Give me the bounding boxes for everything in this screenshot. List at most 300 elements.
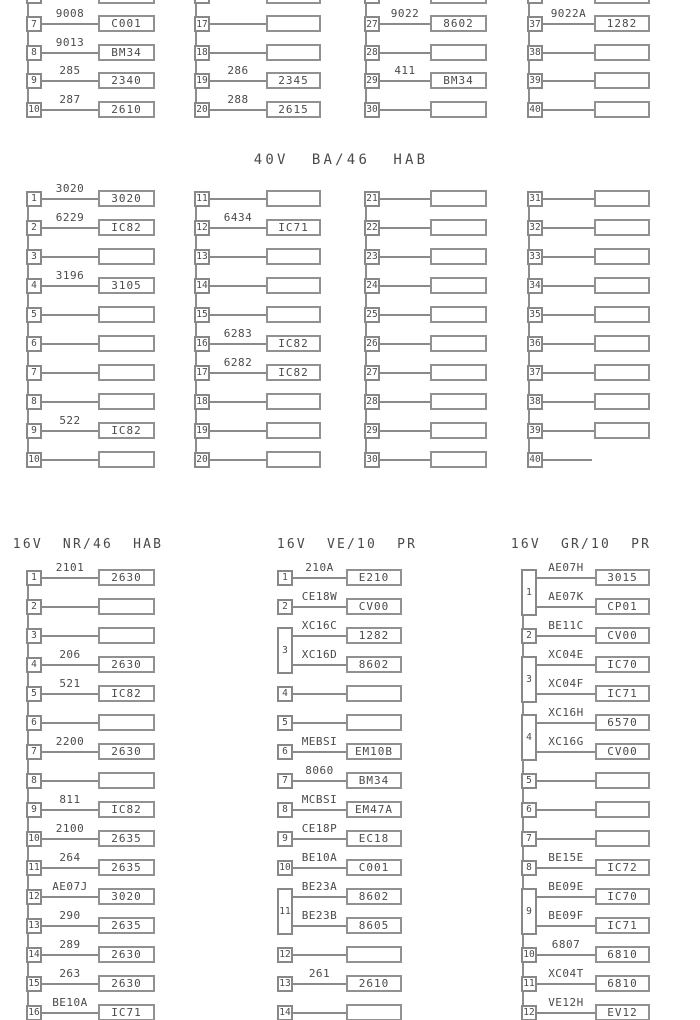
wire [380,109,430,111]
wire-label: XC04F [548,677,584,690]
pin-square: 1 [26,191,42,207]
terminal-box: 2610 [346,975,402,992]
terminal-box: 2630 [98,946,155,963]
wire [380,80,430,82]
wire [42,198,98,200]
wire [293,780,346,782]
terminal-box: IC82 [266,364,321,381]
wire [543,80,594,82]
wire [210,227,266,229]
wire [42,109,98,111]
pin-square: 12 [26,889,42,905]
pin-square: 11 [26,860,42,876]
wire-label: 290 [59,909,81,922]
terminal-box [98,335,155,352]
pin-square: 4 [26,657,42,673]
terminal-box [595,830,650,847]
terminal-box [430,393,487,410]
terminal-box: IC70 [595,656,650,673]
wire [210,52,266,54]
wire [537,635,595,637]
wire [380,52,430,54]
pin-square: 1 [277,570,293,586]
wire [537,983,595,985]
wire [537,925,595,927]
wire [42,983,98,985]
pin-square: 14 [26,947,42,963]
terminal-box [430,219,487,236]
wire [42,314,98,316]
wire-label: 9013 [55,35,85,49]
terminal-box [98,714,155,731]
pin-square: 7 [26,744,42,760]
wire [380,343,430,345]
pin-square: 30 [364,452,380,468]
pin-square: 19 [194,73,210,89]
pin-square: 13 [277,976,293,992]
pin-square: 8 [26,394,42,410]
pin-square: 23 [364,249,380,265]
wire [210,314,266,316]
terminal-box [430,364,487,381]
terminal-box [595,772,650,789]
wire-label: BE15E [548,851,584,864]
terminal-box [266,306,321,323]
terminal-box: C001 [98,15,155,32]
terminal-box [430,44,487,61]
terminal-box [266,248,321,265]
terminal-box: 3020 [98,888,155,905]
wire [293,896,346,898]
pin-square: 39 [527,423,543,439]
terminal-box: CV00 [595,743,650,760]
pin-square: 9 [26,423,42,439]
pin-square: 8 [26,773,42,789]
wire [210,430,266,432]
terminal-box [346,946,402,963]
terminal-box: BM34 [346,772,402,789]
wire-label: 6434 [223,211,253,224]
pin-square: 9 [26,73,42,89]
wire [42,459,98,461]
terminal-box [430,101,487,118]
terminal-box: CV00 [346,598,402,615]
wire [543,372,594,374]
wire [380,198,430,200]
pin-square: 28 [364,394,380,410]
terminal-box [430,335,487,352]
wire-label: XC16G [548,735,584,748]
wire [210,285,266,287]
pin-square: 26 [364,336,380,352]
terminal-box [594,101,650,118]
terminal-box: IC70 [595,888,650,905]
wire-label: 285 [59,64,81,78]
wire [293,577,346,579]
pin-square: 5 [277,715,293,731]
terminal-box [594,72,650,89]
pin-square: 7 [26,16,42,32]
terminal-box: IC82 [266,335,321,352]
wire [543,285,594,287]
terminal-box [98,627,155,644]
wire-label: BE10A [301,851,338,864]
terminal-box [430,248,487,265]
terminal-box: 2630 [98,975,155,992]
wire-label: 9022 [390,7,420,21]
terminal-box: 2635 [98,859,155,876]
wire [42,285,98,287]
terminal-box: IC82 [98,801,155,818]
pin-square: 13 [26,918,42,934]
terminal-box: 2610 [98,101,155,118]
wire [42,52,98,54]
wire [543,459,592,461]
pin-square: 12 [277,947,293,963]
pin-square: 27 [364,16,380,32]
terminal-box [266,0,321,4]
wire-label: 9008 [55,7,85,21]
pin-square: 6 [277,744,293,760]
terminal-box: 8605 [346,917,402,934]
terminal-box: IC82 [98,685,155,702]
terminal-box: 2615 [266,101,321,118]
wire [537,867,595,869]
wire [210,80,266,82]
terminal-box [594,306,650,323]
wire-label: 261 [308,967,331,980]
section-title-40v-ba46-hab: 40V BA/46 HAB [253,152,429,168]
pin-square: 16 [194,336,210,352]
wire [543,198,594,200]
wire [293,606,346,608]
pin-square: 33 [527,249,543,265]
wire-label: CE18W [301,590,338,603]
wire [42,372,98,374]
wire-label: 210A [305,561,334,574]
terminal-box [594,335,650,352]
pin-square: 39 [527,73,543,89]
wire [543,343,594,345]
pin-square: 35 [527,307,543,323]
terminal-box: 2340 [98,72,155,89]
terminal-box: EM47A [346,801,402,818]
terminal-box [594,422,650,439]
pin-square: 21 [364,191,380,207]
pin-square: 3 [277,627,293,674]
wire [537,606,595,608]
terminal-box [98,772,155,789]
terminal-box [346,1004,402,1020]
pin-square: 27 [364,365,380,381]
wire [537,809,595,811]
wire [210,256,266,258]
wire [537,693,595,695]
terminal-box [594,393,650,410]
wire-label: BE09F [548,909,584,922]
terminal-box: 6810 [595,946,650,963]
pin-square: 12 [194,220,210,236]
wire [543,430,594,432]
wire [543,401,594,403]
terminal-box [98,248,155,265]
wire [210,109,266,111]
pin-square: 9 [521,888,537,935]
wire [537,664,595,666]
terminal-box [430,277,487,294]
pin-square: 14 [194,278,210,294]
wire-label: BE23A [301,880,338,893]
terminal-box [98,364,155,381]
pin-square: 32 [527,220,543,236]
pin-square: 5 [521,773,537,789]
terminal-box [594,219,650,236]
terminal-box [266,422,321,439]
pin-square: 6 [26,336,42,352]
wire [537,1012,595,1014]
wire-label: MCBSI [301,793,338,806]
terminal-box: 1282 [594,15,650,32]
wire [537,954,595,956]
wire [42,722,98,724]
pin-square: 7 [521,831,537,847]
pin-square: 12 [521,1005,537,1020]
pin-square: 7 [277,773,293,789]
wire [42,664,98,666]
wire-label: BE09E [548,880,584,893]
terminal-box [346,685,402,702]
pin-square: 11 [521,976,537,992]
pin-square: 19 [194,423,210,439]
wire-label: 811 [59,793,81,806]
wire-label: 289 [59,938,81,951]
pin-square: 10 [26,452,42,468]
terminal-box: 2630 [98,656,155,673]
wire [537,722,595,724]
wire-label: 288 [227,92,249,106]
pin-square: 20 [194,452,210,468]
terminal-box: EC18 [346,830,402,847]
wire-label: 3020 [55,182,85,195]
wire-label: 6282 [223,356,253,369]
terminal-box [594,190,650,207]
pin-square: 2 [277,599,293,615]
pin-square: 11 [194,191,210,207]
wire [210,372,266,374]
pin-square: 5 [26,686,42,702]
terminal-box: 2630 [98,569,155,586]
wire [380,430,430,432]
wire-label: 6283 [223,327,253,340]
pin-square: 1 [26,570,42,586]
terminal-box: IC71 [98,1004,155,1020]
pin-square: 10 [26,831,42,847]
pin-square: 17 [194,365,210,381]
wire [42,751,98,753]
wire [42,80,98,82]
wire [537,751,595,753]
pin-square: 8 [277,802,293,818]
pin-square: 10 [521,947,537,963]
wire [543,109,594,111]
terminal-box: 2630 [98,743,155,760]
wire [42,606,98,608]
wire [543,23,594,25]
wire-label: BE10A [52,996,88,1009]
pin-square [364,0,380,4]
pin-square: 8 [521,860,537,876]
wire [293,664,346,666]
wire [537,838,595,840]
wire-label: AE07K [548,590,584,603]
pin-square: 2 [26,599,42,615]
terminal-box: EM10B [346,743,402,760]
wire [42,809,98,811]
pin-square: 9 [26,802,42,818]
pin-square: 10 [26,102,42,118]
wire [543,52,594,54]
wire [42,693,98,695]
pin-square [26,0,42,4]
wire-label: 3196 [55,269,85,282]
pin-square: 40 [527,452,543,468]
wire [42,343,98,345]
terminal-box: CP01 [595,598,650,615]
pin-square: 8 [26,45,42,61]
wire [42,780,98,782]
pin-square [194,0,210,4]
wire [42,896,98,898]
wire [210,198,266,200]
wire [42,1012,98,1014]
pin-square: 37 [527,365,543,381]
pin-square: 34 [527,278,543,294]
wire-label: 2100 [55,822,85,835]
terminal-box [98,393,155,410]
terminal-box: 1282 [346,627,402,644]
pin-square: 28 [364,45,380,61]
pin-square: 30 [364,102,380,118]
pin-square: 38 [527,394,543,410]
wire [42,954,98,956]
wire [543,256,594,258]
wire-label: 9022A [550,7,587,21]
wire-label: XC16D [301,648,338,661]
wire-label: CE18P [301,822,338,835]
wire [42,635,98,637]
terminal-box: IC71 [595,917,650,934]
terminal-box [595,801,650,818]
pin-square: 2 [521,628,537,644]
wire [210,401,266,403]
wire [380,285,430,287]
terminal-box [266,44,321,61]
wire-label: 6807 [551,938,581,951]
pin-square: 3 [521,656,537,703]
wire-label: 2200 [55,735,85,748]
pin-square: 11 [277,888,293,935]
wire [380,23,430,25]
wire [293,809,346,811]
pin-square: 4 [26,278,42,294]
wire [380,314,430,316]
wire [42,925,98,927]
pin-square: 38 [527,45,543,61]
pin-square: 10 [277,860,293,876]
terminal-box [98,451,155,468]
terminal-box: 3020 [98,190,155,207]
wire-label: 2101 [55,561,85,574]
wire [543,314,594,316]
terminal-box [430,0,487,4]
wire [380,256,430,258]
terminal-box [594,277,650,294]
terminal-box: EV12 [595,1004,650,1020]
terminal-box: 6810 [595,975,650,992]
pin-square: 9 [277,831,293,847]
section-title-16v-nr46-hab: 16V NR/46 HAB [12,537,164,552]
wire [537,896,595,898]
pin-square: 16 [26,1005,42,1020]
pin-square: 36 [527,336,543,352]
terminal-box: BM34 [430,72,487,89]
pin-square: 4 [521,714,537,761]
wire [293,954,346,956]
wire-label: AE07H [548,561,584,574]
wire-label: 522 [59,414,81,427]
wire-label: AE07J [52,880,88,893]
wire [537,577,595,579]
terminal-box: E210 [346,569,402,586]
section-title-16v-gr10-pr: 16V GR/10 PR [510,537,652,552]
wire-label: 8060 [305,764,334,777]
pin-square: 29 [364,423,380,439]
terminal-box [98,0,155,4]
terminal-box: 2345 [266,72,321,89]
wire-label: XC04T [548,967,584,980]
terminal-box: 8602 [430,15,487,32]
terminal-box [98,598,155,615]
terminal-box: IC72 [595,859,650,876]
pin-square: 5 [26,307,42,323]
wire [543,227,594,229]
section-title-16v-ve10-pr: 16V VE/10 PR [276,537,418,552]
pin-square: 20 [194,102,210,118]
wire [293,751,346,753]
pin-square: 3 [26,249,42,265]
wire [42,838,98,840]
terminal-box: 8602 [346,656,402,673]
terminal-box [594,0,650,4]
wire [537,780,595,782]
wire [380,401,430,403]
terminal-box: 2635 [98,830,155,847]
wire [293,838,346,840]
pin-square: 1 [521,569,537,616]
wire-label: 521 [59,677,81,690]
wire [380,372,430,374]
terminal-box: IC71 [595,685,650,702]
wire-label: 411 [394,64,416,78]
pin-square: 2 [26,220,42,236]
terminal-box: 6570 [595,714,650,731]
wire-label: BE23B [301,909,338,922]
wire [42,430,98,432]
wire [42,867,98,869]
terminal-box [594,248,650,265]
terminal-box: 2635 [98,917,155,934]
terminal-box [594,364,650,381]
